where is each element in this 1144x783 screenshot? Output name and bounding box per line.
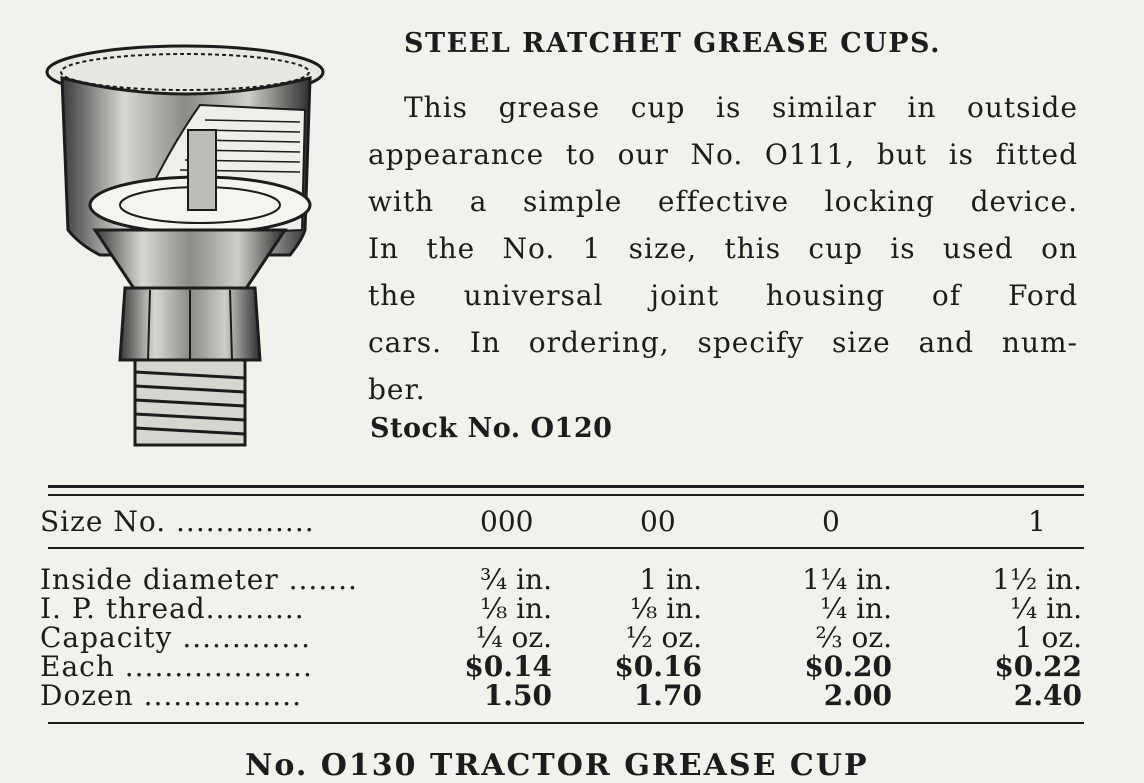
row-dozen bbox=[40, 679, 1090, 712]
description-line: cars. In ordering, specify size and num- bbox=[368, 326, 1078, 359]
product-description bbox=[368, 84, 1078, 413]
row-label: Each ................... bbox=[40, 650, 313, 683]
description-line: In the No. 1 size, this cup is used on bbox=[368, 232, 1078, 265]
cell: 1 in. bbox=[639, 563, 702, 596]
cell: 2.00 bbox=[823, 679, 892, 712]
size-00: 00 bbox=[640, 505, 676, 538]
cell: ⅛ in. bbox=[630, 592, 702, 625]
row-label: Inside diameter ....... bbox=[40, 563, 358, 596]
cell: ⅔ oz. bbox=[815, 621, 892, 654]
size-000: 000 bbox=[480, 505, 534, 538]
description-line: the universal joint housing of Ford bbox=[368, 279, 1078, 312]
description-line: This grease cup is similar in outside bbox=[404, 91, 1078, 124]
table-top-rule bbox=[48, 485, 1084, 488]
cell: ¾ in. bbox=[480, 563, 552, 596]
size-1: 1 bbox=[1028, 505, 1046, 538]
cell: 1 oz. bbox=[1014, 621, 1082, 654]
description-line: ber. bbox=[368, 373, 426, 406]
size-label: Size No. .............. bbox=[40, 505, 315, 538]
stock-number: Stock No. O120 bbox=[370, 413, 613, 444]
size-0: 0 bbox=[822, 505, 840, 538]
description-line: with a simple effective locking device. bbox=[368, 185, 1078, 218]
cell: ¼ oz. bbox=[475, 621, 552, 654]
cell: $0.22 bbox=[994, 650, 1082, 683]
cell: $0.20 bbox=[804, 650, 892, 683]
next-product-heading: No. O130 TRACTOR GREASE CUP bbox=[245, 748, 869, 783]
product-heading: STEEL RATCHET GREASE CUPS. bbox=[404, 28, 941, 59]
row-each bbox=[40, 650, 1090, 683]
cell: 1½ in. bbox=[992, 563, 1082, 596]
row-label: Dozen ................ bbox=[40, 679, 302, 712]
description-line: appearance to our No. O111, but is fitted bbox=[368, 138, 1078, 171]
row-label: I. P. thread.......... bbox=[40, 592, 305, 625]
table-bottom-rule bbox=[48, 722, 1084, 724]
cell: ⅛ in. bbox=[480, 592, 552, 625]
cell: 1¼ in. bbox=[802, 563, 892, 596]
cell: $0.14 bbox=[464, 650, 552, 683]
row-inside-diameter bbox=[40, 563, 1090, 596]
cell: ¼ in. bbox=[820, 592, 892, 625]
cell: 1.70 bbox=[633, 679, 702, 712]
cell: $0.16 bbox=[614, 650, 702, 683]
row-label: Capacity ............. bbox=[40, 621, 312, 654]
row-ip-thread bbox=[40, 592, 1090, 625]
cell: 1.50 bbox=[483, 679, 552, 712]
cell: 2.40 bbox=[1013, 679, 1082, 712]
cell: ½ oz. bbox=[625, 621, 702, 654]
row-capacity bbox=[40, 621, 1090, 654]
table-header-rule bbox=[48, 547, 1084, 549]
cell: ¼ in. bbox=[1010, 592, 1082, 625]
table-top-rule-inner bbox=[48, 494, 1084, 496]
grease-cup-illustration bbox=[40, 30, 340, 460]
